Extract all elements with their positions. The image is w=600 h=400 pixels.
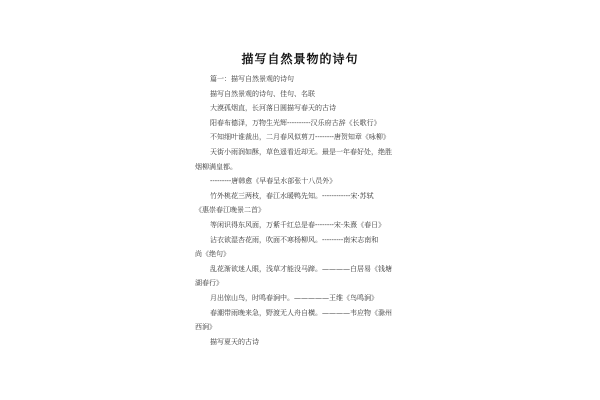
text-line: 烟柳满皇都。	[195, 162, 237, 171]
text-line: 春潮带雨晚来急，野渡无人舟自横。————韦应物《滁州	[210, 308, 392, 317]
text-line: 竹外桃花三两枝，春江水暖鸭先知。------------宋·苏轼	[210, 191, 374, 200]
document-body	[195, 72, 435, 349]
text-line: 大漠孤烟直，长河落日圆描写春天的古诗	[210, 104, 336, 113]
document-title: 描写自然景物的诗句	[241, 52, 359, 66]
text-line: 篇一：描写自然景观的诗句	[210, 75, 294, 83]
text-line: 月出惊山鸟，时鸣春涧中。—————王维《鸟鸣涧》	[210, 293, 378, 302]
text-line: 天街小雨润如酥，草色遥看近却无。最是一年春好处，绝胜	[210, 147, 392, 156]
text-line: 描写自然景观的诗句、佳句、名联	[210, 89, 315, 98]
text-line: 阳春布德泽，万物生光辉----------汉乐府古辞《长歌行》	[210, 118, 381, 127]
text-line: 《惠崇春江晚景二首》	[195, 206, 265, 215]
text-line: 等闲识得东风面，万紫千红总是春--------宋·朱熹《春日》	[210, 220, 386, 229]
text-line: 描写夏天的古诗	[210, 337, 259, 346]
text-line: 西涧》	[195, 323, 216, 332]
text-line: ---------唐韩愈《早春呈水部张十八员外》	[210, 177, 337, 186]
text-line: 乱花渐欲迷人眼，浅草才能没马蹄。————白居易《钱塘	[210, 264, 392, 273]
text-line: 沾衣欲湿杏花雨，吹面不寒杨柳风。---------南宋志南和	[210, 235, 379, 244]
text-line: 不知细叶谁裁出，二月春风似剪刀--------唐贺知章《咏柳》	[210, 133, 390, 142]
text-line: 尚《绝句》	[195, 250, 230, 259]
text-line: 湖春行》	[195, 279, 223, 288]
